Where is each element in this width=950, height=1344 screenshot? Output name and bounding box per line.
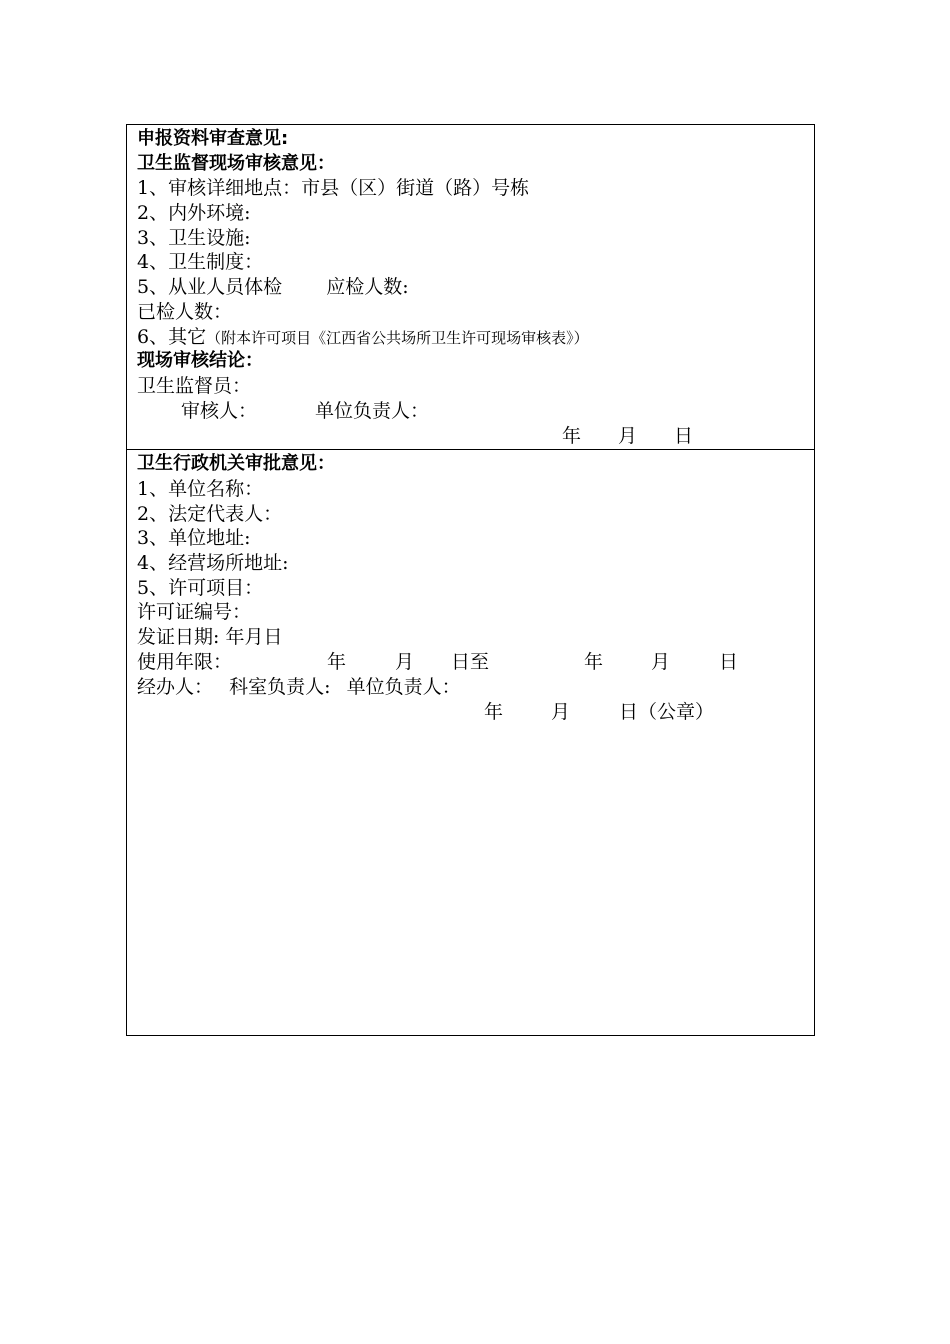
approval-item-premises-address: 4、经营场所地址:	[137, 552, 289, 574]
review-item-address: 1、审核详细地点：市县（区）街道（路）号栋	[137, 177, 530, 199]
review-date-year: 年	[562, 425, 582, 447]
other-note: （附本许可项目《江西省公共场所卫生许可现场审核表》）	[206, 329, 589, 347]
approval-item-license-scope: 5、许可项目：	[137, 577, 264, 599]
health-check-label: 5、从业人员体检	[137, 276, 283, 298]
site-review-heading: 卫生监督现场审核意见：	[137, 153, 335, 174]
issue-date-label: 发证日期: 年月日	[137, 626, 283, 648]
review-item-facilities: 3、卫生设施:	[137, 227, 251, 249]
license-number-label: 许可证编号：	[137, 601, 252, 623]
validity-month-end: 月	[651, 651, 671, 673]
review-item-rules: 4、卫生制度：	[137, 251, 264, 273]
site-review-section	[127, 125, 814, 450]
review-date-day: 日	[674, 425, 694, 447]
approval-item-legal-rep: 2、法定代表人：	[137, 503, 283, 525]
validity-year-start: 年	[327, 651, 347, 673]
validity-year-end: 年	[584, 651, 604, 673]
seal-date-month: 月	[551, 701, 571, 723]
signatures-line	[137, 675, 461, 699]
approval-item-unit-address: 3、单位地址:	[137, 527, 251, 549]
review-date-month: 月	[618, 425, 638, 447]
seal-date-year: 年	[484, 701, 504, 723]
review-item-health-check	[137, 275, 409, 299]
validity-day-to: 日至	[451, 651, 490, 673]
approval-form-table	[126, 124, 815, 1036]
review-item-environment: 2、内外环境:	[137, 202, 251, 224]
required-count-label: 应检人数:	[326, 276, 409, 298]
checked-count-label: 已检人数：	[137, 301, 233, 323]
validity-day-end: 日	[719, 651, 739, 673]
seal-date-day: 日（公章）	[619, 701, 715, 723]
approval-heading: 卫生行政机关审批意见：	[137, 453, 335, 474]
materials-review-heading: 申报资料审查意见:	[137, 128, 289, 149]
validity-month-start: 月	[395, 651, 415, 673]
approval-item-unit-name: 1、单位名称：	[137, 478, 264, 500]
handler-label: 经办人：	[137, 676, 214, 698]
validity-label: 使用年限：	[137, 651, 233, 673]
dept-head-label: 科室负责人:	[229, 676, 331, 698]
conclusion-heading: 现场审核结论：	[137, 350, 263, 371]
review-item-other	[137, 325, 589, 349]
reviewer-label: 审核人：	[181, 400, 258, 422]
inspector-label: 卫生监督员：	[137, 375, 252, 397]
other-label: 6、其它	[137, 326, 207, 348]
approval-section	[127, 450, 814, 1035]
review-unit-head-label: 单位负责人：	[315, 400, 430, 422]
approval-unit-head-label: 单位负责人：	[346, 676, 461, 698]
